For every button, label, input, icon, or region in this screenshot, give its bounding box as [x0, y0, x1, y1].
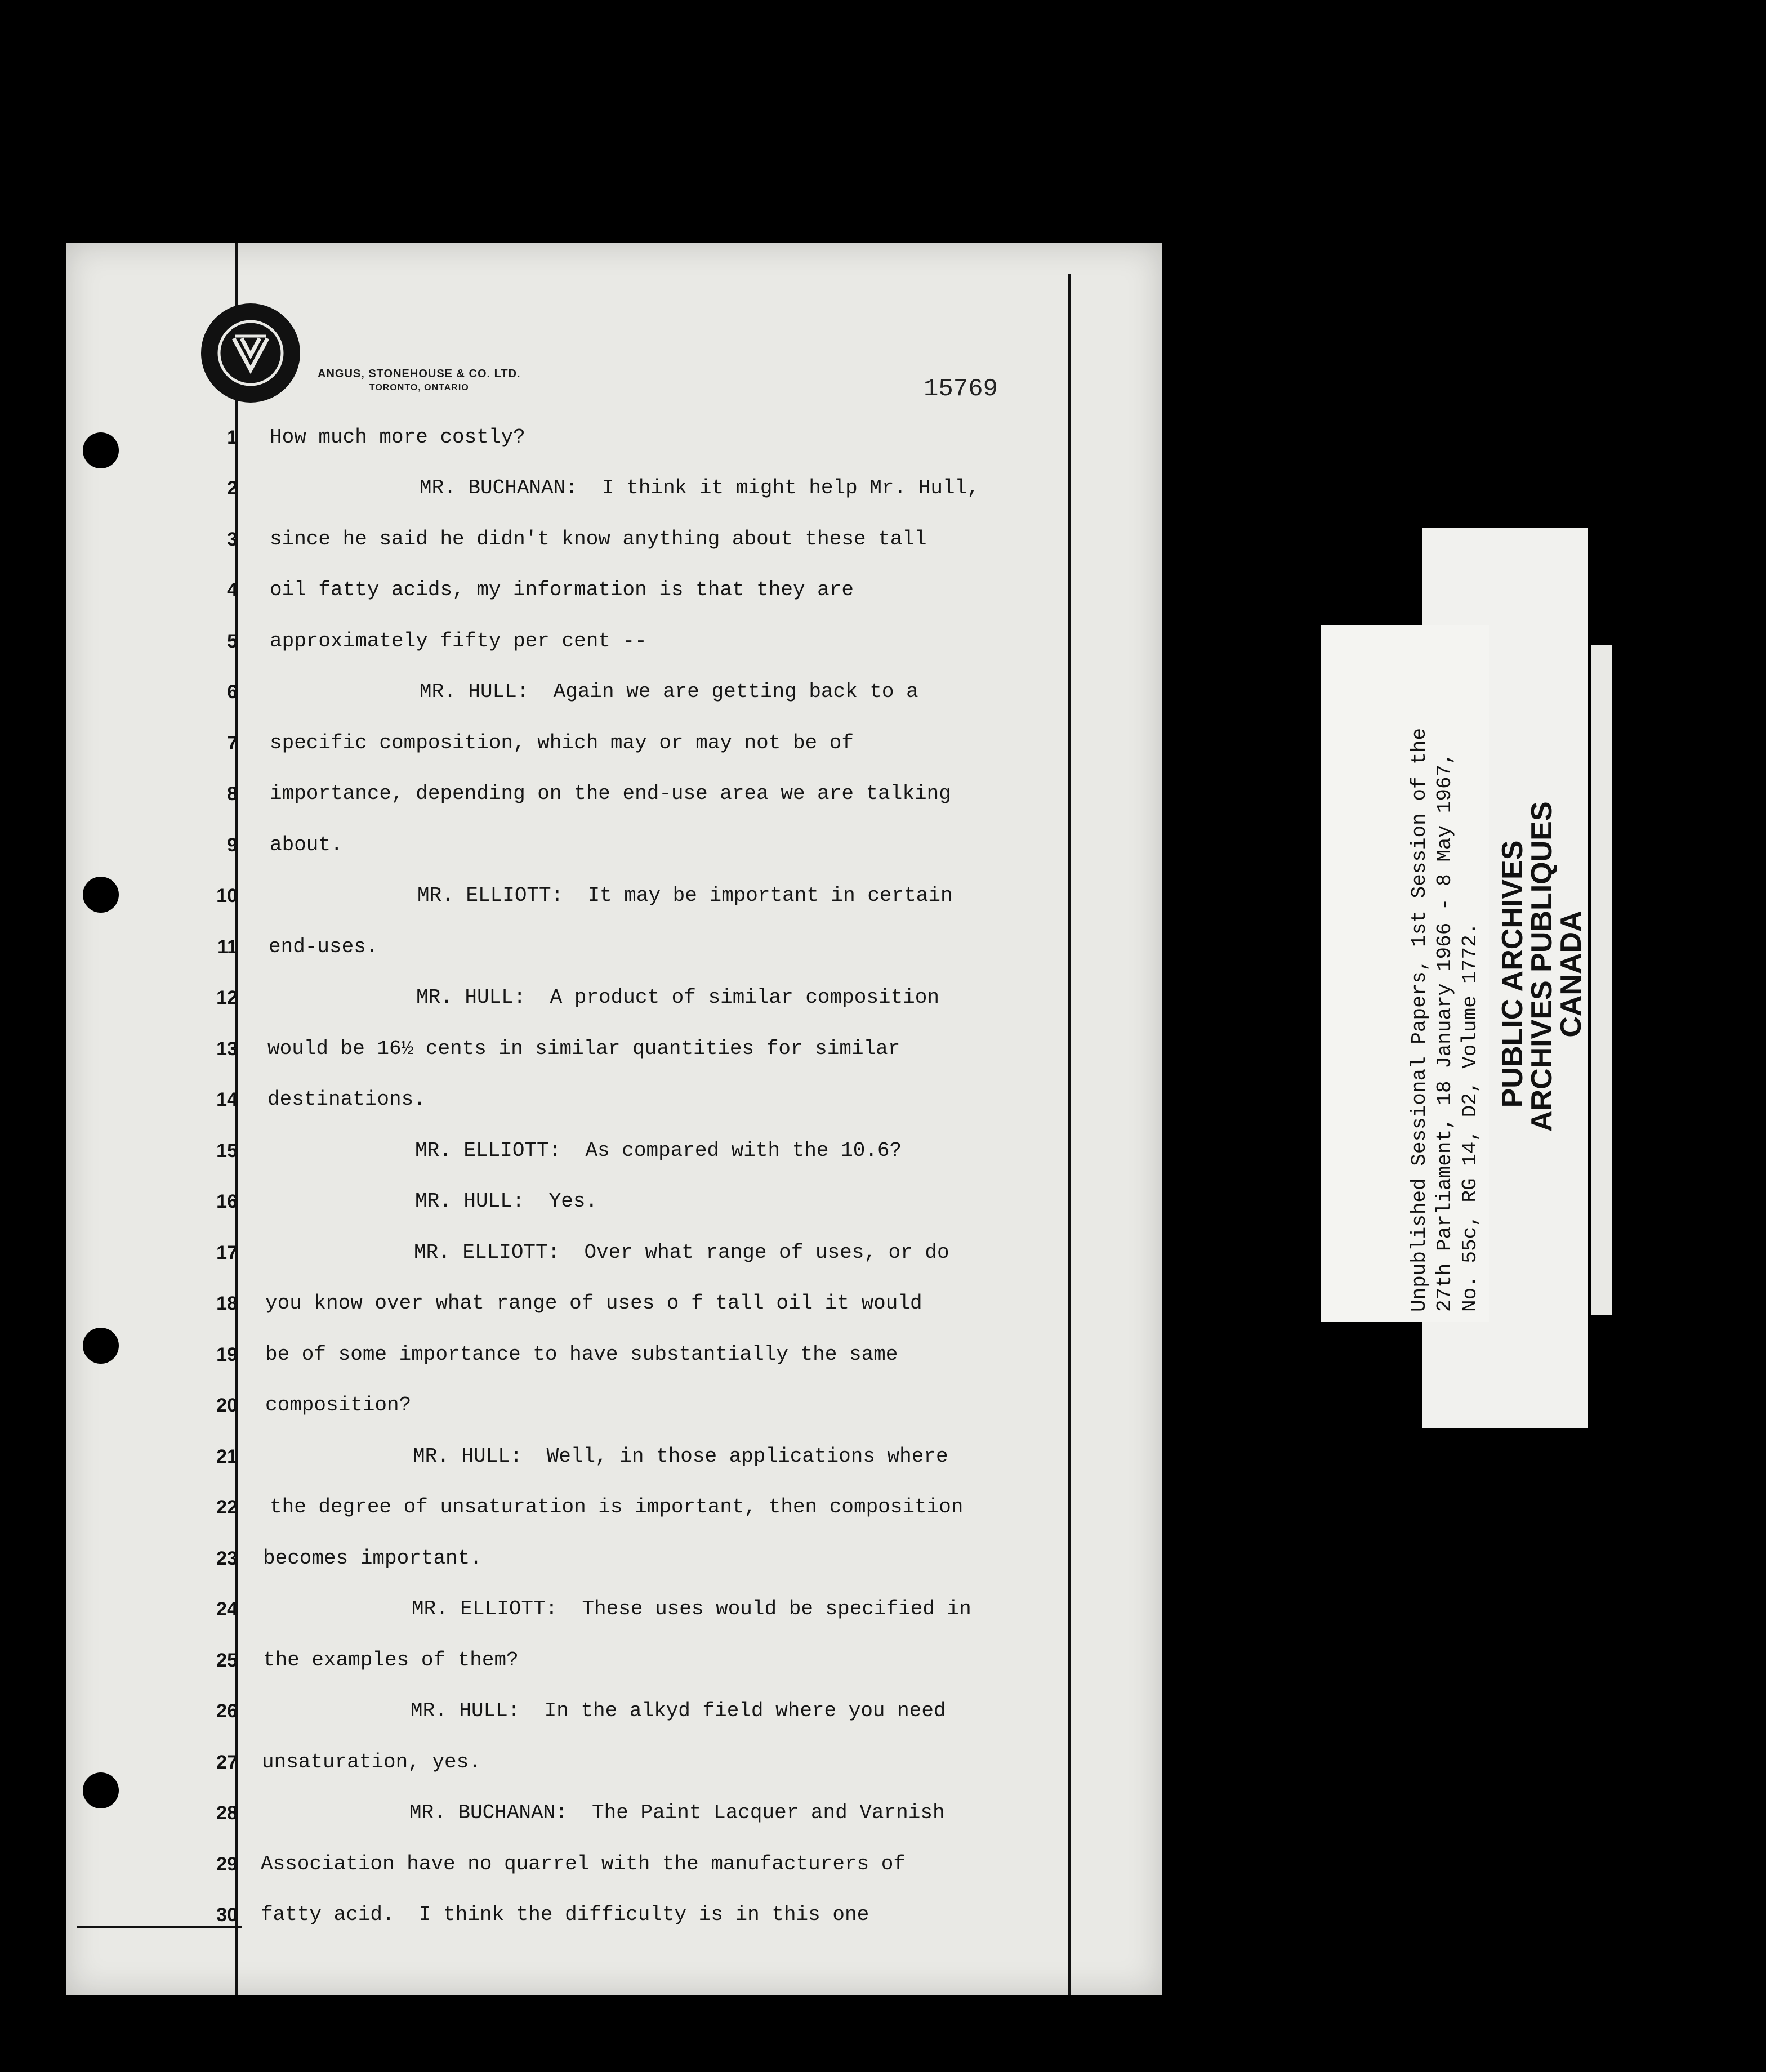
source-citation-line: No. 55c, RG 14, D2, Volume 1772.	[1459, 922, 1482, 1312]
transcript-line: MR. BUCHANAN: The Paint Lacquer and Varnish	[409, 1801, 945, 1824]
line-number: 18	[216, 1293, 238, 1314]
transcript-line: approximately fifty per cent --	[270, 629, 647, 653]
line-number: 27	[216, 1752, 238, 1773]
transcript-line: MR. HULL: Yes.	[415, 1190, 598, 1213]
transcript-line: MR. HULL: Again we are getting back to a	[420, 680, 918, 703]
card-edge	[1591, 645, 1612, 1315]
transcript-line: MR. HULL: Well, in those applications where	[413, 1445, 948, 1468]
firm-name: ANGUS, STONEHOUSE & CO. LTD.	[318, 368, 521, 380]
line-number: 6	[227, 681, 238, 703]
transcript-line: the examples of them?	[263, 1649, 519, 1672]
transcript-line: about.	[270, 833, 343, 856]
transcript-line: importance, depending on the end-use area we are talking	[270, 782, 951, 805]
line-number: 15	[216, 1140, 238, 1162]
transcription-seal-logo	[201, 303, 300, 403]
transcript-line: the degree of unsaturation is important, then composition	[270, 1495, 964, 1519]
transcript-line: end-uses.	[269, 935, 378, 958]
right-margin-rule	[1068, 274, 1071, 1995]
line-number: 1	[227, 427, 238, 448]
transcript-line: since he said he didn't know anything about these tall	[270, 528, 927, 551]
line-number: 14	[216, 1089, 238, 1110]
line-number: 8	[227, 783, 238, 805]
transcript-line: MR. ELLIOTT: These uses would be specified in	[412, 1597, 971, 1620]
transcript-line: MR. ELLIOTT: It may be important in certain	[417, 884, 953, 907]
line-number: 5	[227, 631, 238, 652]
transcript-line: becomes important.	[263, 1547, 482, 1570]
source-citation-line: 27th Parliament, 18 January 1966 - 8 May 1967,	[1433, 752, 1456, 1312]
line-number: 30	[216, 1904, 238, 1926]
line-number: 11	[217, 936, 238, 958]
line-number: 19	[216, 1344, 238, 1365]
transcript-line: oil fatty acids, my information is that they are	[270, 578, 854, 601]
transcript-line: MR. ELLIOTT: As compared with the 10.6?	[415, 1139, 902, 1162]
source-citation-line: Unpublished Sessional Papers, 1st Session of the	[1408, 728, 1431, 1312]
transcript-line: you know over what range of uses o f tall oil it would	[265, 1292, 922, 1315]
line-number: 13	[216, 1038, 238, 1060]
binder-hole	[83, 432, 119, 468]
line-number: 16	[216, 1191, 238, 1212]
transcript-line: destinations.	[267, 1088, 426, 1111]
line-number: 2	[227, 477, 238, 499]
transcript-page	[66, 243, 1162, 1995]
line-number: 21	[216, 1446, 238, 1467]
line-number: 9	[227, 834, 238, 856]
transcript-line: specific composition, which may or may not be of	[270, 731, 854, 754]
line-number: 4	[227, 579, 238, 601]
transcript-line: fatty acid. I think the difficulty is in this one	[261, 1903, 869, 1926]
archive-stamp-line: ARCHIVES PUBLIQUES	[1526, 801, 1558, 1132]
transcript-line: MR. BUCHANAN: I think it might help Mr. Hull,	[420, 476, 979, 499]
archive-stamp-line: CANADA	[1555, 910, 1587, 1038]
line-number: 17	[216, 1242, 238, 1263]
line-number: 29	[216, 1854, 238, 1875]
transcript-line: MR. HULL: In the alkyd field where you need	[411, 1699, 946, 1722]
line-number: 26	[216, 1700, 238, 1722]
line-number: 7	[227, 733, 238, 754]
line-number: 24	[216, 1598, 238, 1620]
line-number: 12	[216, 987, 238, 1008]
page-number: 15769	[924, 375, 998, 403]
line-number: 28	[216, 1802, 238, 1824]
line-number: 25	[216, 1650, 238, 1671]
transcript-line: How much more costly?	[270, 426, 525, 449]
left-margin-rule	[235, 243, 238, 1995]
binder-hole	[83, 877, 119, 913]
transcript-line: MR. ELLIOTT: Over what range of uses, or do	[414, 1241, 949, 1264]
line-number: 22	[216, 1497, 238, 1518]
transcript-line: unsaturation, yes.	[262, 1751, 481, 1774]
transcript-line: Association have no quarrel with the manufacturers of	[261, 1852, 906, 1875]
transcript-line: be of some importance to have substantially the same	[265, 1343, 898, 1366]
line-number: 23	[216, 1548, 238, 1569]
line-number: 10	[216, 885, 238, 906]
archive-stamp-line: PUBLIC ARCHIVES	[1496, 840, 1529, 1108]
transcript-line: MR. HULL: A product of similar composition	[416, 986, 939, 1009]
firm-letterhead	[318, 368, 521, 393]
transcript-line: would be 16½ cents in similar quantities for similar	[267, 1037, 900, 1060]
line-number: 20	[216, 1395, 238, 1416]
line-number: 3	[227, 529, 238, 550]
firm-city: TORONTO, ONTARIO	[369, 383, 469, 392]
transcript-line: composition?	[265, 1394, 412, 1417]
binder-hole	[83, 1328, 119, 1364]
binder-hole	[83, 1772, 119, 1808]
